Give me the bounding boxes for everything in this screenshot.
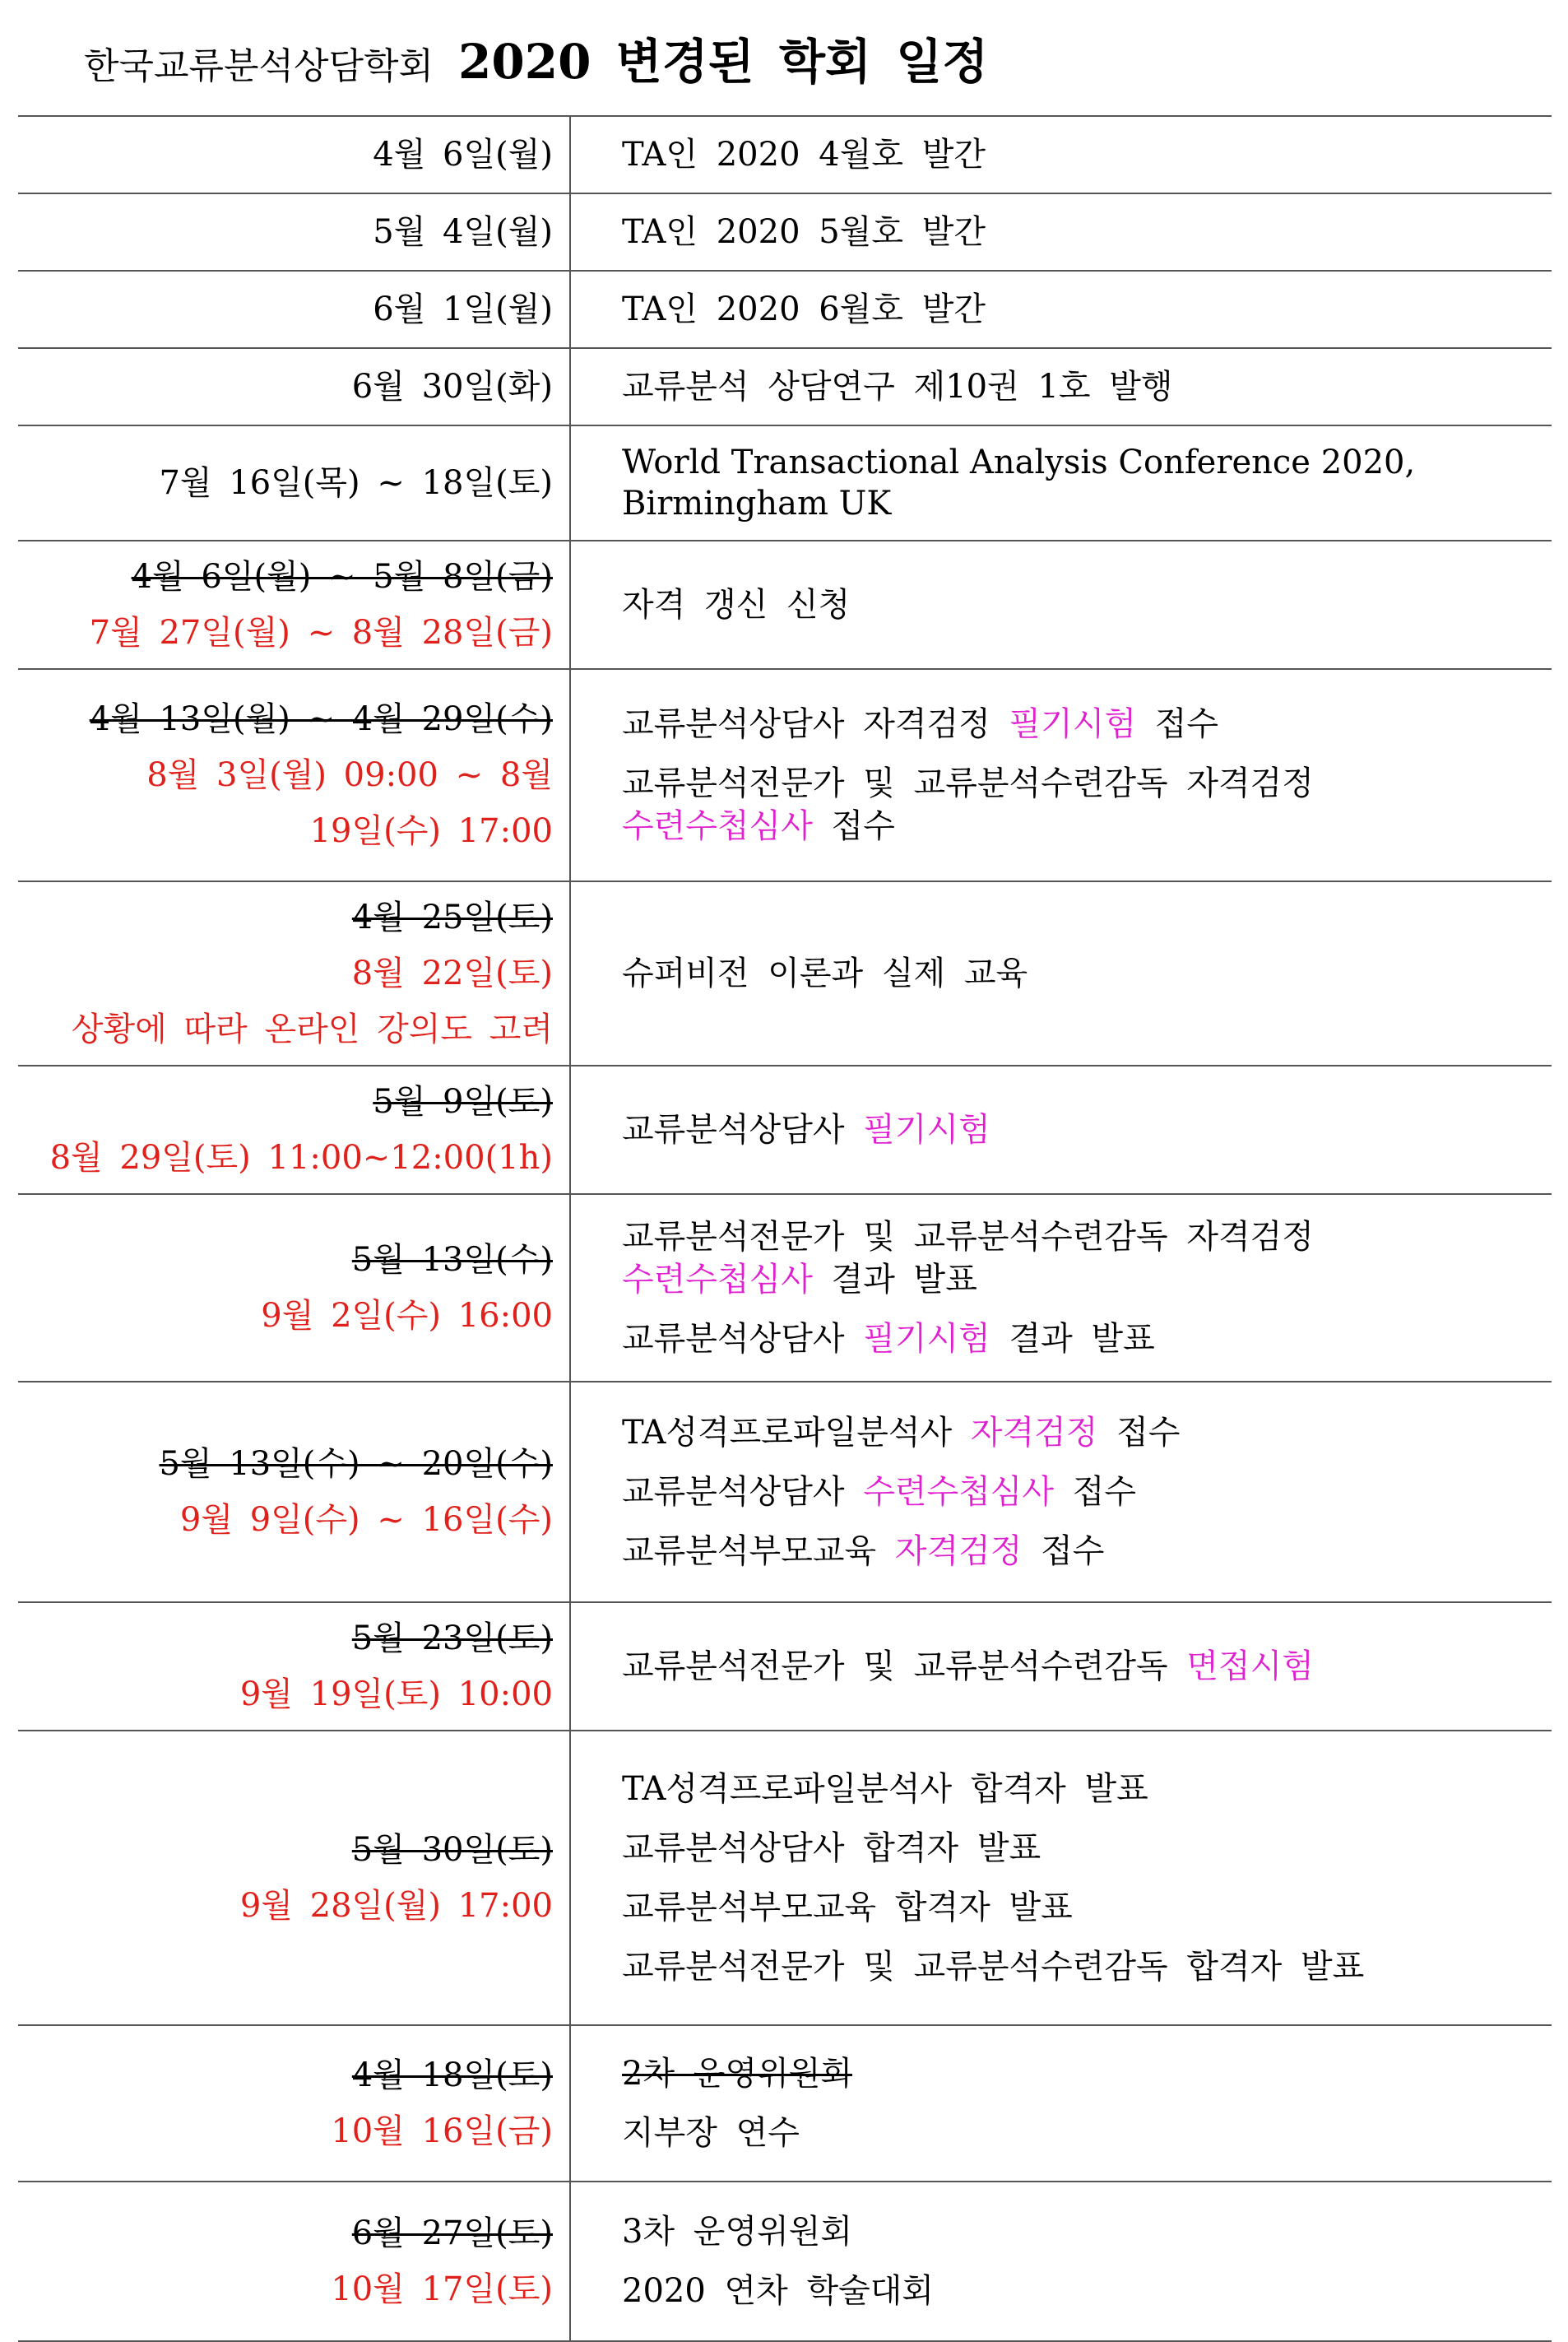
highlighted-term: 수련수첩심사 [863, 1473, 1055, 1511]
schedule-date-cell [18, 1602, 570, 1731]
event-text: 교류분석부모교육 [622, 1532, 895, 1570]
changed-date: 8월 22일(토) [351, 955, 553, 992]
changed-date: 8월 3일(월) 09:00 ~ 8월 [146, 756, 553, 794]
schedule-event-cell [570, 1382, 1552, 1602]
changed-date: 19일(수) 17:00 [309, 812, 553, 850]
schedule-date: 6월 1일(월) [373, 290, 553, 328]
event-item [622, 1471, 1552, 1513]
highlighted-term: 필기시험 [863, 1111, 990, 1149]
event-item [622, 288, 1552, 331]
event-text: TA성격프로파일분석사 합격자 발표 [622, 1770, 1148, 1808]
schedule-row [18, 348, 1552, 425]
event-item [622, 2210, 1552, 2253]
changed-date: 상황에 따라 온라인 강의도 고려 [71, 1011, 553, 1048]
event-item [622, 583, 1552, 626]
schedule-date-cell [18, 881, 570, 1066]
event-text: 2020 연차 학술대회 [622, 2272, 935, 2310]
changed-date: 10월 16일(금) [331, 2112, 553, 2150]
changed-date: 9월 9일(수) ~ 16일(수) [179, 1501, 553, 1539]
event-item [622, 703, 1552, 746]
schedule-row [18, 2025, 1552, 2182]
page-title: 2020 변경된 학회 일정 [458, 34, 989, 90]
highlighted-term: 필기시험 [863, 1320, 990, 1358]
cancelled-event-text: 2차 운영위원회 [622, 2055, 853, 2093]
event-text: 슈퍼비전 이론과 실제 교육 [622, 955, 1028, 992]
changed-date: 7월 27일(월) ~ 8월 28일(금) [89, 614, 553, 652]
schedule-row [18, 2182, 1552, 2341]
schedule-date: 4월 6일(월) [373, 136, 553, 174]
highlighted-term: 자격검정 [894, 1532, 1023, 1570]
schedule-date-cell [18, 541, 570, 669]
schedule-event-cell [570, 881, 1552, 1066]
schedule-event-cell [570, 271, 1552, 348]
event-item [622, 211, 1552, 253]
event-text: 3차 운영위원회 [622, 2213, 853, 2251]
document-title [84, 23, 988, 105]
changed-date: 8월 29일(토) 11:00~12:00(1h) [49, 1139, 553, 1177]
event-item [622, 133, 1552, 176]
event-item [622, 2270, 1552, 2312]
event-item [622, 2052, 1552, 2095]
event-text: 자격 갱신 신청 [622, 586, 851, 624]
schedule-event-cell [570, 425, 1552, 541]
schedule-date-cell [18, 1194, 570, 1382]
original-date: 5월 13일(수) [351, 1241, 553, 1279]
event-item [622, 762, 1552, 848]
original-date: 4월 18일(토) [351, 2056, 553, 2094]
schedule-rows [18, 116, 1552, 2341]
event-item [622, 952, 1552, 995]
event-text: 교류분석상담사 자격검정 [622, 705, 1009, 743]
event-text: 교류분석전문가 및 교류분석수련감독 자격검정 [622, 1218, 1314, 1256]
event-item [622, 442, 1552, 524]
event-text: 교류분석상담사 [622, 1473, 864, 1511]
schedule-row [18, 271, 1552, 348]
schedule-row [18, 193, 1552, 271]
event-text: 교류분석전문가 및 교류분석수련감독 합격자 발표 [622, 1948, 1365, 1986]
schedule-date-cell [18, 193, 570, 271]
schedule-event-cell [570, 541, 1552, 669]
event-item [622, 1827, 1552, 1870]
schedule-date-cell [18, 1731, 570, 2025]
schedule-event-cell [570, 1602, 1552, 1731]
schedule-event-cell [570, 2182, 1552, 2341]
highlighted-term: 필기시험 [1009, 705, 1137, 743]
original-date: 4월 6일(월) ~ 5월 8일(금) [131, 558, 553, 596]
event-text: TA인 2020 4월호 발간 [622, 136, 986, 174]
highlighted-term: 자격검정 [970, 1414, 1098, 1452]
schedule-date-cell [18, 116, 570, 193]
schedule-date-cell [18, 1382, 570, 1602]
event-text: 접수 [812, 807, 895, 845]
event-text: 접수 [1136, 705, 1219, 743]
schedule-event-cell [570, 669, 1552, 881]
changed-date: 9월 19일(토) 10:00 [239, 1675, 553, 1713]
schedule-row [18, 116, 1552, 193]
changed-date: 10월 17일(토) [331, 2270, 553, 2308]
event-text: 결과 발표 [812, 1261, 977, 1299]
original-date: 6월 27일(토) [351, 2214, 553, 2252]
schedule-row [18, 1602, 1552, 1731]
event-text: 교류분석상담사 합격자 발표 [622, 1829, 1041, 1867]
event-text: TA인 2020 5월호 발간 [622, 213, 986, 251]
schedule-event-cell [570, 1731, 1552, 2025]
original-date: 5월 13일(수) ~ 20일(수) [159, 1445, 553, 1483]
schedule-event-cell [570, 2025, 1552, 2182]
schedule-date-cell [18, 669, 570, 881]
event-text: 교류분석전문가 및 교류분석수련감독 자격검정 [622, 764, 1314, 802]
original-date: 5월 23일(토) [351, 1619, 553, 1657]
event-item [622, 1945, 1552, 1988]
original-date: 4월 25일(토) [351, 899, 553, 936]
schedule-date: 5월 4일(월) [373, 213, 553, 251]
schedule-date-cell [18, 2025, 570, 2182]
event-item [622, 1530, 1552, 1573]
schedule-row [18, 1194, 1552, 1382]
schedule-row [18, 1382, 1552, 1602]
highlighted-term: 면접시험 [1186, 1647, 1314, 1685]
event-item [622, 1108, 1552, 1151]
schedule-row [18, 669, 1552, 881]
original-date: 5월 30일(토) [351, 1831, 553, 1869]
event-item [622, 1215, 1552, 1301]
event-item [622, 1768, 1552, 1810]
schedule-date-cell [18, 271, 570, 348]
schedule-row [18, 425, 1552, 541]
original-date: 5월 9일(토) [373, 1083, 553, 1121]
schedule-row [18, 1066, 1552, 1194]
event-text: World Transactional Analysis Conference 2020, Birmingham UK [622, 444, 1416, 523]
event-text: 교류분석상담사 [622, 1320, 864, 1358]
schedule-event-cell [570, 1194, 1552, 1382]
event-item [622, 1886, 1552, 1929]
schedule-row [18, 881, 1552, 1066]
schedule-date: 6월 30일(화) [351, 368, 553, 406]
event-item [622, 2112, 1552, 2154]
changed-date: 9월 2일(수) 16:00 [261, 1297, 553, 1335]
event-text: 접수 [1054, 1473, 1137, 1511]
event-item [622, 365, 1552, 408]
schedule-date-cell [18, 425, 570, 541]
event-text: TA성격프로파일분석사 [622, 1414, 971, 1452]
schedule-row [18, 1731, 1552, 2025]
schedule-date-cell [18, 1066, 570, 1194]
event-text: 지부장 연수 [622, 2114, 800, 2152]
schedule-event-cell [570, 1066, 1552, 1194]
schedule-date-cell [18, 2182, 570, 2341]
event-text: 교류분석상담사 [622, 1111, 864, 1149]
event-text: 접수 [1022, 1532, 1105, 1570]
schedule-event-cell [570, 348, 1552, 425]
event-text: 결과 발표 [990, 1320, 1155, 1358]
schedule-date: 7월 16일(목) ~ 18일(토) [159, 464, 553, 502]
organization-name: 한국교류분석상담학회 [84, 45, 434, 87]
event-text: 교류분석전문가 및 교류분석수련감독 [622, 1647, 1187, 1685]
original-date: 4월 13일(월) ~ 4월 29일(수) [89, 700, 553, 738]
schedule-event-cell [570, 193, 1552, 271]
schedule-table [18, 115, 1552, 2342]
schedule-date-cell [18, 348, 570, 425]
changed-date: 9월 28일(월) 17:00 [239, 1887, 553, 1925]
highlighted-term: 수련수첩심사 [622, 1261, 813, 1299]
event-text: 교류분석 상담연구 제10권 1호 발행 [622, 368, 1173, 406]
event-item [622, 1317, 1552, 1360]
event-text: 접수 [1097, 1414, 1181, 1452]
highlighted-term: 수련수첩심사 [622, 807, 813, 845]
event-text: TA인 2020 6월호 발간 [622, 290, 986, 328]
schedule-row [18, 541, 1552, 669]
event-text: 교류분석부모교육 합격자 발표 [622, 1889, 1073, 1926]
event-item [622, 1411, 1552, 1454]
event-item [622, 1645, 1552, 1688]
schedule-event-cell [570, 116, 1552, 193]
